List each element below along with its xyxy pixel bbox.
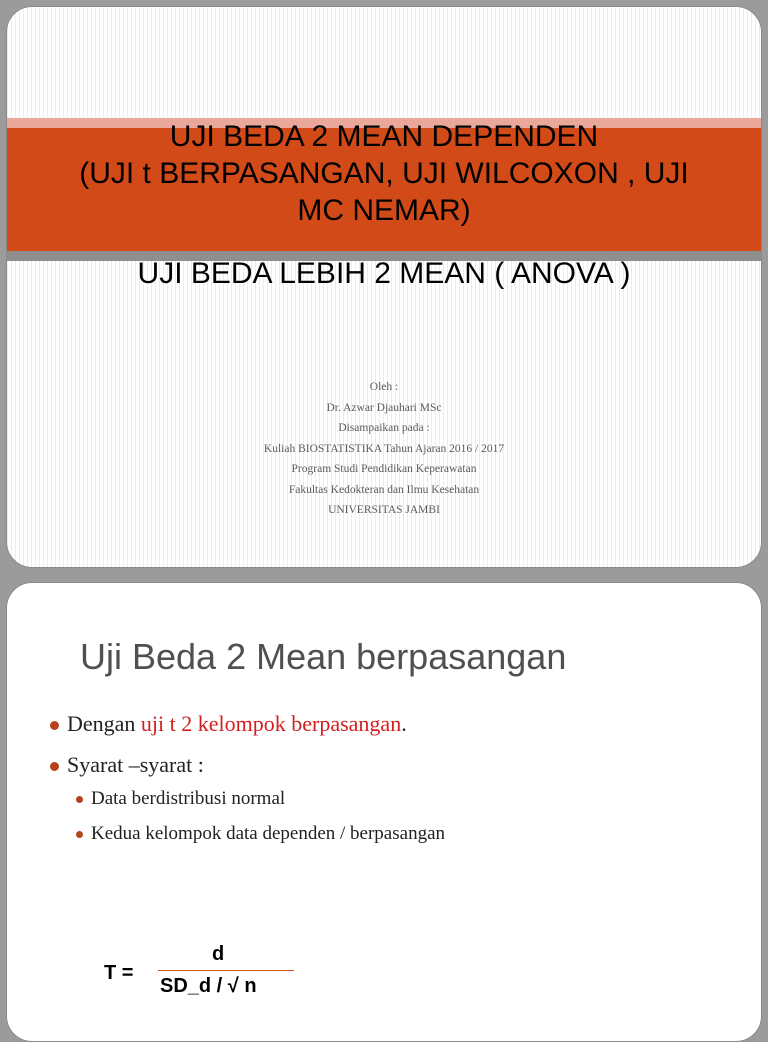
slide-title [20, 118, 748, 229]
sub-bullet-text: Data berdistribusi normal [91, 788, 286, 809]
bullet-dot-icon [50, 721, 59, 730]
bullet-dot-icon [50, 762, 59, 771]
bullet-text: . [401, 711, 407, 736]
slide-title-line: MC NEMAR) [297, 194, 471, 227]
credits-line: Oleh : [369, 381, 399, 393]
credits-line: Program Studi Pendidikan Keperawatan [291, 463, 477, 475]
formula-lhs: T = [104, 962, 134, 984]
credits-line: Kuliah BIOSTATISTIKA Tahun Ajaran 2016 / 2017 [263, 442, 505, 455]
sub-bullet-item [76, 788, 285, 810]
bullet-text: Syarat –syarat : [67, 752, 204, 777]
presenter-credits [0, 377, 768, 521]
credits-line: UNIVERSITAS JAMBI [328, 504, 440, 516]
formula-numerator: d [212, 943, 225, 965]
slide-title-line: (UJI t BERPASANGAN, UJI WILCOXON , UJI [79, 157, 689, 190]
content-slide-title: Uji Beda 2 Mean berpasangan [80, 636, 567, 677]
formula-denominator: SD_d / √ n [160, 975, 257, 997]
sub-bullet-text: Kedua kelompok data dependen / berpasangan [91, 823, 446, 844]
slide-title-line: UJI BEDA 2 MEAN DEPENDEN [169, 120, 599, 153]
sub-bullet-item [76, 823, 445, 845]
credits-line: Fakultas Kedokteran dan Ilmu Kesehatan [288, 483, 480, 496]
bullet-highlight-text: uji t 2 kelompok berpasangan [140, 711, 402, 736]
bullet-dot-icon [76, 831, 83, 838]
bullet-text: Dengan [67, 711, 141, 736]
bullet-item [50, 752, 204, 778]
credits-line: Disampaikan pada : [338, 422, 430, 434]
slide-subtitle: UJI BEDA LEBIH 2 MEAN ( ANOVA ) [137, 257, 631, 290]
bullet-item [50, 711, 407, 737]
bullet-dot-icon [76, 796, 83, 803]
credits-line: Dr. Azwar Djauhari MSc [326, 401, 442, 414]
fraction-bar [158, 970, 294, 971]
